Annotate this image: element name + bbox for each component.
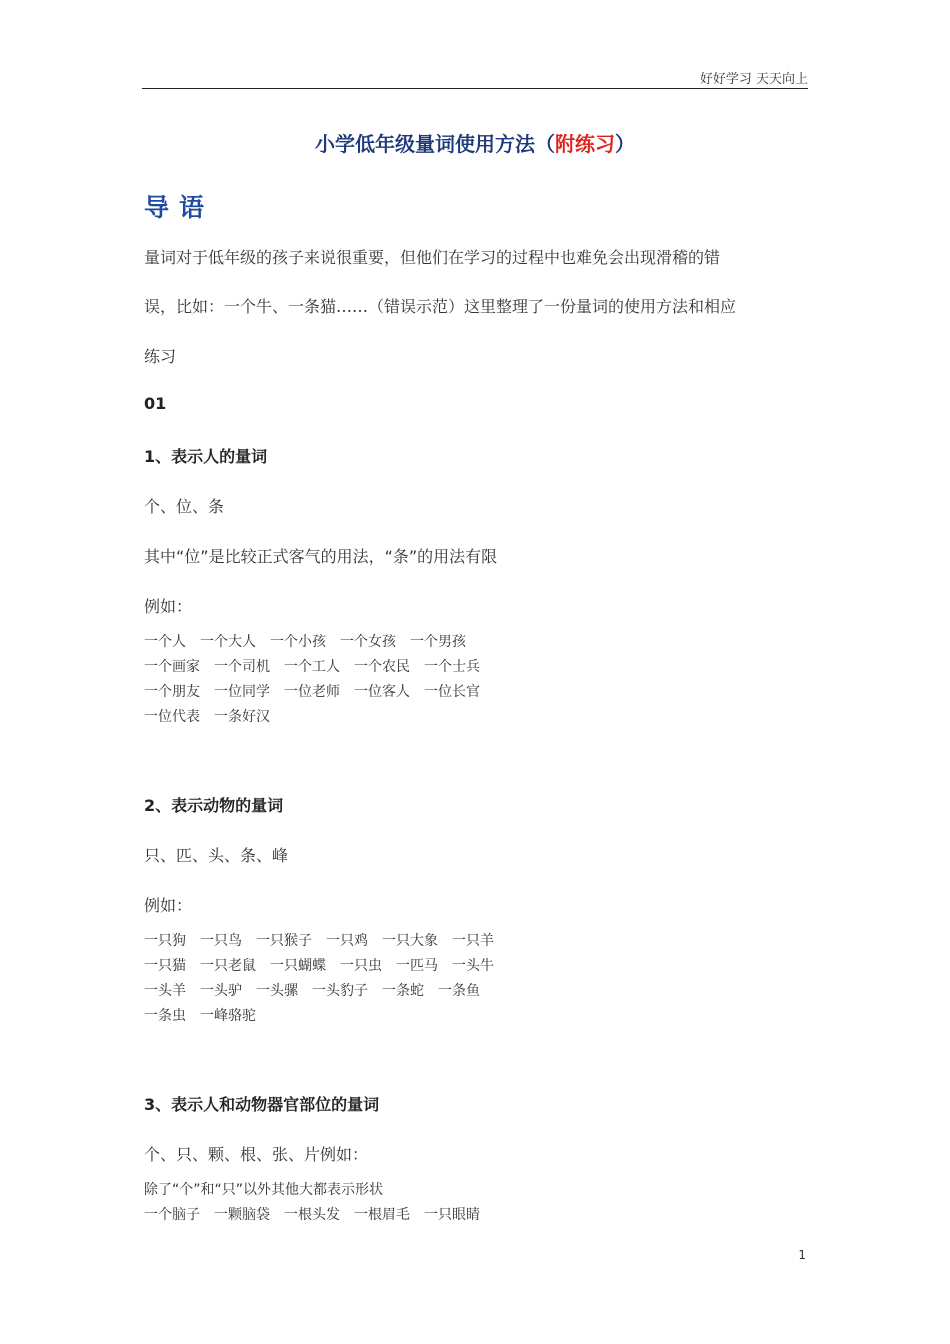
title-highlight: 附练习	[555, 132, 615, 156]
example-line: 一位代表 一条好汉	[144, 709, 270, 725]
section-heading: 2、表示动物的量词	[144, 796, 284, 815]
title-main: 小学低年级量词使用方法（	[315, 132, 555, 156]
title-end: ）	[615, 132, 635, 156]
example-line: 一头羊 一头驴 一头骡 一头豹子 一条蛇 一条鱼	[144, 983, 480, 999]
example-line: 除了“个”和“只”以外其他大都表示形状	[144, 1182, 384, 1198]
example-line: 一条虫 一峰骆驼	[144, 1008, 256, 1024]
example-line: 一只狗 一只鸟 一只猴子 一只鸡 一只大象 一只羊	[144, 933, 494, 949]
intro-line: 量词对于低年级的孩子来说很重要，但他们在学习的过程中也难免会出现滑稽的错	[144, 248, 721, 267]
document-title	[0, 128, 950, 157]
section-number: 01	[144, 394, 167, 413]
example-label: 例如：	[144, 896, 193, 915]
example-line: 一个脑子 一颗脑袋 一根头发 一根眉毛 一只眼睛	[144, 1207, 480, 1223]
page-header-text: 好好学习 天天向上	[699, 72, 808, 87]
example-label: 例如：	[144, 597, 193, 616]
header-divider	[142, 88, 808, 89]
measure-words: 个、只、颗、根、张、片例如：	[144, 1145, 369, 1164]
example-line: 一个人 一个大人 一个小孩 一个女孩 一个男孩	[144, 634, 466, 650]
example-line: 一个朋友 一位同学 一位老师 一位客人 一位长官	[144, 684, 480, 700]
measure-words: 只、匹、头、条、峰	[144, 846, 289, 865]
intro-heading: 导语	[144, 193, 215, 222]
section-note: 其中“位”是比较正式客气的用法，“条”的用法有限	[144, 547, 498, 566]
intro-line: 误，比如：一个牛、一条猫……（错误示范）这里整理了一份量词的使用方法和相应	[144, 297, 737, 316]
section-heading: 3、表示人和动物器官部位的量词	[144, 1095, 380, 1114]
measure-words: 个、位、条	[144, 497, 225, 516]
intro-line: 练习	[144, 347, 177, 366]
example-line: 一个画家 一个司机 一个工人 一个农民 一个士兵	[144, 659, 480, 675]
page-number: 1	[798, 1248, 806, 1262]
section-heading: 1、表示人的量词	[144, 447, 268, 466]
example-line: 一只猫 一只老鼠 一只蝴蝶 一只虫 一匹马 一头牛	[144, 958, 494, 974]
